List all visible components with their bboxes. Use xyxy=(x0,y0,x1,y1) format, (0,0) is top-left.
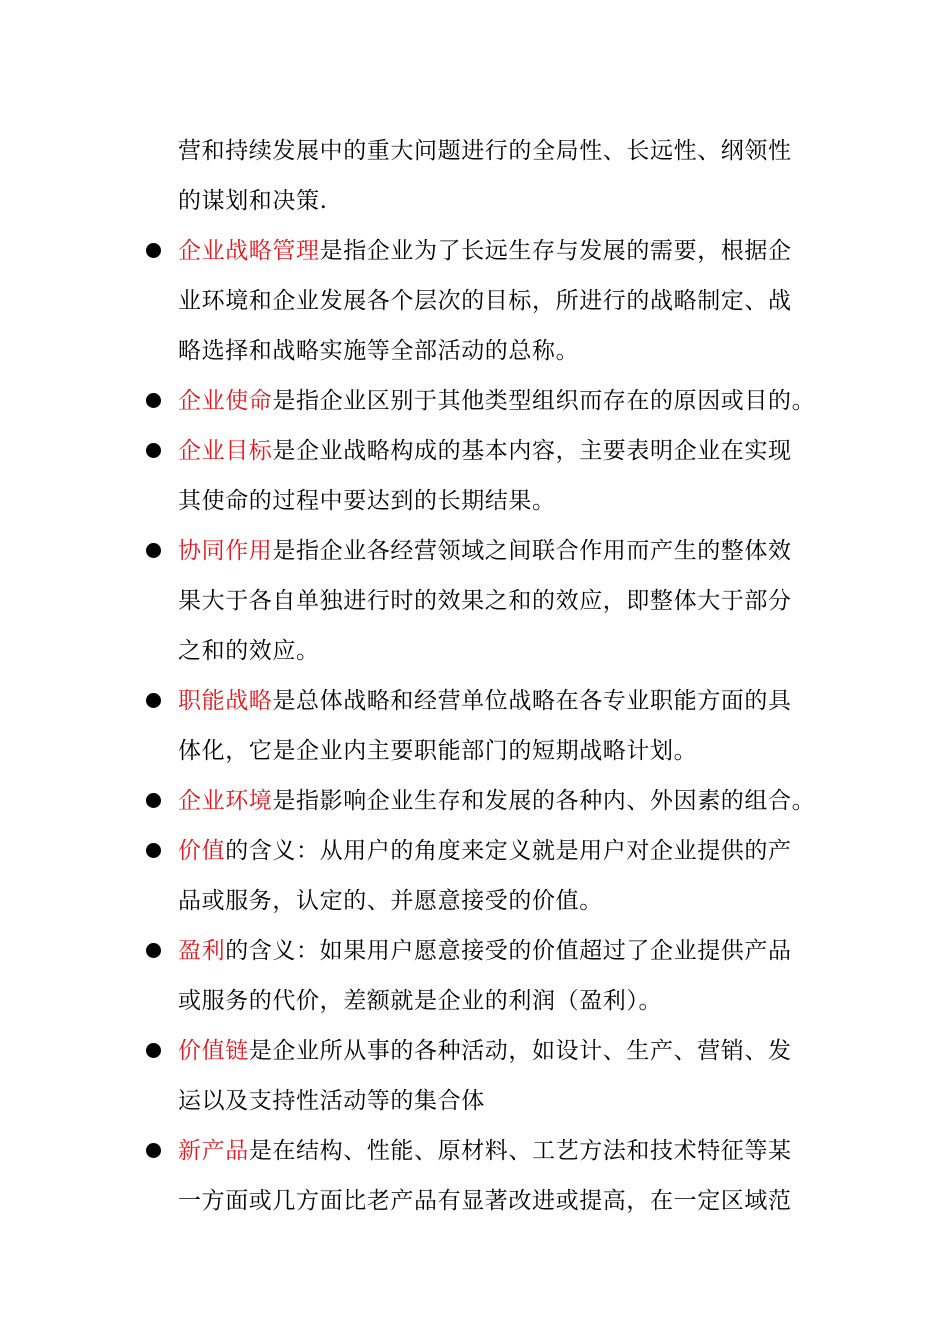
continuation-line: 营和持续发展中的重大问题进行的全局性、长远性、纲领性 xyxy=(178,138,792,164)
continuation-line: 的谋划和决策. xyxy=(178,188,328,214)
bullet-icon xyxy=(146,1143,161,1158)
definition-line: 之和的效应。 xyxy=(178,638,320,664)
definition-line: 体化，它是企业内主要职能部门的短期战略计划。 xyxy=(178,738,698,764)
definition-item xyxy=(178,926,818,976)
bullet-icon xyxy=(146,693,161,708)
bullet-icon xyxy=(146,793,161,808)
definition-line: 品或服务，认定的、并愿意接受的价值。 xyxy=(178,888,603,914)
definition-item xyxy=(178,1026,818,1076)
definition-term: 企业环境 xyxy=(178,788,273,814)
definition-line: 或服务的代价，差额就是企业的利润（盈利）。 xyxy=(178,988,663,1014)
definition-item xyxy=(178,826,818,876)
definition-line: 一方面或几方面比老产品有显著改进或提高，在一定区域范 xyxy=(178,1188,792,1214)
bullet-icon xyxy=(146,393,161,408)
definition-item xyxy=(178,526,818,576)
bullet-icon xyxy=(146,243,161,258)
definition-term: 新产品 xyxy=(178,1138,249,1164)
definition-text: 是企业所从事的各种活动，如设计、生产、营销、发 xyxy=(248,1038,792,1064)
bullet-icon xyxy=(146,543,161,558)
definition-line: 业环境和企业发展各个层次的目标，所进行的战略制定、战 xyxy=(178,288,792,314)
definition-line: 略选择和战略实施等全部活动的总称。 xyxy=(178,338,580,364)
definition-item xyxy=(178,426,818,476)
definition-text: 是指企业区别于其他类型组织而存在的原因或目的。 xyxy=(272,388,816,414)
definition-text: 的含义：如果用户愿意接受的价值超过了企业提供产品 xyxy=(225,938,792,964)
definition-text: 是企业战略构成的基本内容，主要表明企业在实现 xyxy=(272,438,792,464)
bullet-icon xyxy=(146,443,161,458)
definition-term: 职能战略 xyxy=(178,688,273,714)
definition-item xyxy=(178,376,818,426)
definition-term: 企业目标 xyxy=(178,438,273,464)
definition-term: 企业使命 xyxy=(178,388,273,414)
definition-line: 其使命的过程中要达到的长期结果。 xyxy=(178,488,556,514)
definition-item xyxy=(178,226,818,276)
definition-item xyxy=(178,676,818,726)
definition-text: 是在结构、性能、原材料、工艺方法和技术特征等某 xyxy=(248,1138,792,1164)
bullet-icon xyxy=(146,943,161,958)
definitions-text xyxy=(178,126,818,1226)
definition-term: 价值 xyxy=(178,838,226,864)
definition-item xyxy=(178,1126,818,1176)
definition-text: 是指影响企业生存和发展的各种内、外因素的组合。 xyxy=(272,788,816,814)
definition-line: 运以及支持性活动等的集合体 xyxy=(178,1088,485,1114)
definition-term: 企业战略管理 xyxy=(178,238,320,264)
definition-text: 是指企业各经营领域之间联合作用而产生的整体效 xyxy=(272,538,792,564)
definition-term: 协同作用 xyxy=(178,538,273,564)
definition-text: 的含义：从用户的角度来定义就是用户对企业提供的产 xyxy=(225,838,792,864)
definition-term: 价值链 xyxy=(178,1038,249,1064)
definition-term: 盈利 xyxy=(178,938,226,964)
definition-item xyxy=(178,776,818,826)
bullet-icon xyxy=(146,843,161,858)
definition-text: 是指企业为了长远生存与发展的需要，根据企 xyxy=(319,238,792,264)
definition-text: 是总体战略和经营单位战略在各专业职能方面的具 xyxy=(272,688,792,714)
definition-line: 果大于各自单独进行时的效果之和的效应，即整体大于部分 xyxy=(178,588,792,614)
bullet-icon xyxy=(146,1043,161,1058)
